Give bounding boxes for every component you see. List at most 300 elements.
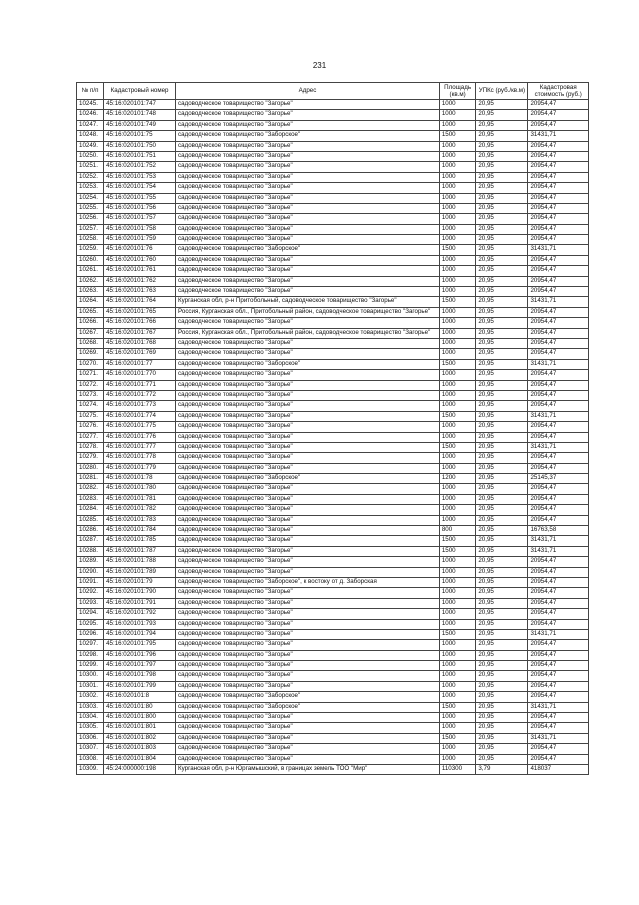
table-row (77, 577, 589, 587)
cell-area: 1000 (439, 723, 475, 733)
cell-row-number: 10264. (77, 297, 104, 307)
cell-address: садоводческое товарищество "Загорье" (176, 110, 440, 120)
cell-cadastral-number: 45:16:020101:774 (104, 411, 176, 421)
cell-address: садоводческое товарищество "Загорье" (176, 255, 440, 265)
table-row (77, 744, 589, 754)
cell-cadastral-value: 20954,47 (528, 484, 589, 494)
cell-cadastral-value: 20954,47 (528, 276, 589, 286)
cell-area: 1000 (439, 141, 475, 151)
cell-cadastral-number: 45:16:020101:789 (104, 567, 176, 577)
cell-area: 1500 (439, 546, 475, 556)
cell-upks: 20,95 (476, 110, 528, 120)
cell-address: садоводческое товарищество "Загорье" (176, 162, 440, 172)
header-upks: УПКс (руб./кв.м) (476, 83, 528, 100)
cell-area: 1000 (439, 577, 475, 587)
cell-cadastral-value: 20954,47 (528, 401, 589, 411)
cell-cadastral-number: 45:16:020101:772 (104, 390, 176, 400)
cell-cadastral-number: 45:16:020101:778 (104, 453, 176, 463)
cell-address: садоводческое товарищество "Загорье" (176, 598, 440, 608)
cell-area: 1500 (439, 359, 475, 369)
header-row-number: № п/п (77, 83, 104, 100)
header-cadastral-value: Кадастровая стоимость (руб.) (528, 83, 589, 100)
cell-address: садоводческое товарищество "Загорье" (176, 100, 440, 110)
cell-cadastral-value: 20954,47 (528, 505, 589, 515)
cell-cadastral-number: 45:16:020101:76 (104, 245, 176, 255)
table-row (77, 494, 589, 504)
cell-address: садоводческое товарищество "Загорье" (176, 567, 440, 577)
cell-area: 1500 (439, 411, 475, 421)
cell-row-number: 10282. (77, 484, 104, 494)
cell-cadastral-number: 45:16:020101:757 (104, 214, 176, 224)
cell-row-number: 10287. (77, 536, 104, 546)
table-row (77, 609, 589, 619)
cell-cadastral-number: 45:16:020101:785 (104, 536, 176, 546)
cell-upks: 20,95 (476, 588, 528, 598)
cell-area: 1000 (439, 380, 475, 390)
cell-row-number: 10269. (77, 349, 104, 359)
cell-address: садоводческое товарищество "Загорье" (176, 151, 440, 161)
cell-row-number: 10298. (77, 650, 104, 660)
cell-area: 1000 (439, 370, 475, 380)
cell-address: садоводческое товарищество "Загорье" (176, 287, 440, 297)
cell-upks: 20,95 (476, 463, 528, 473)
cell-area: 1000 (439, 432, 475, 442)
cell-area: 1000 (439, 214, 475, 224)
table-row (77, 162, 589, 172)
cell-upks: 20,95 (476, 120, 528, 130)
cell-area: 1000 (439, 505, 475, 515)
cell-area: 1000 (439, 588, 475, 598)
cell-upks: 20,95 (476, 671, 528, 681)
table-row (77, 432, 589, 442)
cell-area: 1000 (439, 713, 475, 723)
cell-cadastral-number: 45:16:020101:781 (104, 494, 176, 504)
cell-row-number: 10273. (77, 390, 104, 400)
table-row (77, 370, 589, 380)
cell-upks: 3,79 (476, 765, 528, 775)
cell-area: 1200 (439, 474, 475, 484)
cell-address: садоводческое товарищество "Загорье" (176, 390, 440, 400)
cell-cadastral-number: 45:16:020101:793 (104, 619, 176, 629)
cell-upks: 20,95 (476, 733, 528, 743)
cell-cadastral-value: 20954,47 (528, 193, 589, 203)
cell-upks: 20,95 (476, 203, 528, 213)
cell-cadastral-value: 20954,47 (528, 567, 589, 577)
cell-cadastral-number: 45:16:020101:749 (104, 120, 176, 130)
table-row (77, 401, 589, 411)
table-row (77, 463, 589, 473)
cell-upks: 20,95 (476, 172, 528, 182)
cell-upks: 20,95 (476, 681, 528, 691)
cell-row-number: 10262. (77, 276, 104, 286)
table-row (77, 515, 589, 525)
cell-cadastral-number: 45:16:020101:783 (104, 515, 176, 525)
cell-cadastral-number: 45:16:020101:779 (104, 463, 176, 473)
cell-upks: 20,95 (476, 629, 528, 639)
cell-row-number: 10259. (77, 245, 104, 255)
cell-cadastral-value: 20954,47 (528, 287, 589, 297)
cell-row-number: 10265. (77, 307, 104, 317)
cell-upks: 20,95 (476, 255, 528, 265)
table-row (77, 110, 589, 120)
table-row (77, 546, 589, 556)
cell-cadastral-value: 20954,47 (528, 235, 589, 245)
cell-address: садоводческое товарищество "Загорье" (176, 640, 440, 650)
cell-area: 1000 (439, 609, 475, 619)
cell-area: 1000 (439, 318, 475, 328)
cell-row-number: 10290. (77, 567, 104, 577)
cell-address: садоводческое товарищество "Загорье" (176, 422, 440, 432)
cell-cadastral-number: 45:16:020101:777 (104, 442, 176, 452)
cell-cadastral-value: 20954,47 (528, 390, 589, 400)
table-row (77, 359, 589, 369)
cell-address: садоводческое товарищество "Загорье" (176, 588, 440, 598)
table-row (77, 681, 589, 691)
table-row (77, 411, 589, 421)
cell-row-number: 10271. (77, 370, 104, 380)
cell-upks: 20,95 (476, 235, 528, 245)
cell-cadastral-value: 31431,71 (528, 245, 589, 255)
table-row (77, 214, 589, 224)
cell-cadastral-number: 45:16:020101:753 (104, 172, 176, 182)
cell-row-number: 10306. (77, 733, 104, 743)
cell-area: 1000 (439, 120, 475, 130)
cell-cadastral-value: 20954,47 (528, 266, 589, 276)
cell-area: 1000 (439, 255, 475, 265)
cell-cadastral-value: 20954,47 (528, 120, 589, 130)
cell-upks: 20,95 (476, 131, 528, 141)
cell-cadastral-value: 20954,47 (528, 370, 589, 380)
cell-address: садоводческое товарищество "Загорье" (176, 733, 440, 743)
cell-area: 1000 (439, 266, 475, 276)
table-row (77, 713, 589, 723)
cell-cadastral-value: 31431,71 (528, 131, 589, 141)
cell-area: 1000 (439, 650, 475, 660)
table-row (77, 588, 589, 598)
table-row (77, 255, 589, 265)
cell-cadastral-value: 20954,47 (528, 214, 589, 224)
cell-cadastral-value: 20954,47 (528, 318, 589, 328)
cell-upks: 20,95 (476, 567, 528, 577)
cell-area: 1000 (439, 515, 475, 525)
cell-upks: 20,95 (476, 474, 528, 484)
cell-address: садоводческое товарищество "Загорье" (176, 432, 440, 442)
table-row (77, 661, 589, 671)
cell-upks: 20,95 (476, 141, 528, 151)
cell-row-number: 10299. (77, 661, 104, 671)
cell-cadastral-value: 418037 (528, 765, 589, 775)
cell-upks: 20,95 (476, 442, 528, 452)
cell-cadastral-number: 45:16:020101:748 (104, 110, 176, 120)
cell-cadastral-value: 31431,71 (528, 702, 589, 712)
cell-row-number: 10297. (77, 640, 104, 650)
table-row (77, 453, 589, 463)
cell-cadastral-value: 31431,71 (528, 297, 589, 307)
cell-cadastral-number: 45:16:020101:792 (104, 609, 176, 619)
cell-cadastral-number: 45:16:020101:790 (104, 588, 176, 598)
cell-cadastral-value: 20954,47 (528, 515, 589, 525)
cell-upks: 20,95 (476, 245, 528, 255)
table-body (77, 100, 589, 775)
cell-cadastral-value: 20954,47 (528, 588, 589, 598)
cell-address: садоводческое товарищество "Загорье" (176, 401, 440, 411)
page-number: 231 (312, 61, 327, 70)
cell-cadastral-number: 45:16:020101:765 (104, 307, 176, 317)
cell-address: садоводческое товарищество "Загорье" (176, 546, 440, 556)
cell-row-number: 10276. (77, 422, 104, 432)
cell-cadastral-number: 45:16:020101:756 (104, 203, 176, 213)
cell-cadastral-value: 20954,47 (528, 619, 589, 629)
cell-cadastral-value: 20954,47 (528, 141, 589, 151)
cell-cadastral-value: 20954,47 (528, 172, 589, 182)
cell-upks: 20,95 (476, 183, 528, 193)
cell-row-number: 10300. (77, 671, 104, 681)
cell-cadastral-value: 20954,47 (528, 713, 589, 723)
cell-upks: 20,95 (476, 577, 528, 587)
cell-area: 1000 (439, 484, 475, 494)
cell-area: 1000 (439, 287, 475, 297)
cell-upks: 20,95 (476, 266, 528, 276)
cell-address: садоводческое товарищество "Загорье" (176, 713, 440, 723)
cell-upks: 20,95 (476, 349, 528, 359)
cell-upks: 20,95 (476, 661, 528, 671)
cell-upks: 20,95 (476, 307, 528, 317)
cell-upks: 20,95 (476, 390, 528, 400)
table-row (77, 505, 589, 515)
cell-upks: 20,95 (476, 297, 528, 307)
cell-cadastral-number: 45:16:020101:799 (104, 681, 176, 691)
cell-address: садоводческое товарищество "Заборское" (176, 474, 440, 484)
cell-address: садоводческое товарищество "Загорье" (176, 494, 440, 504)
cell-address: садоводческое товарищество "Загорье" (176, 515, 440, 525)
cell-cadastral-value: 20954,47 (528, 723, 589, 733)
cell-area: 1000 (439, 640, 475, 650)
cell-upks: 20,95 (476, 380, 528, 390)
cell-cadastral-value: 31431,71 (528, 733, 589, 743)
cell-address: Курганская обл, р-н Юргамышский, в границах земель ТОО "Мир" (176, 765, 440, 775)
table-row (77, 567, 589, 577)
cell-cadastral-value: 20954,47 (528, 557, 589, 567)
table-row (77, 276, 589, 286)
table-row (77, 442, 589, 452)
cell-row-number: 10291. (77, 577, 104, 587)
cell-row-number: 10266. (77, 318, 104, 328)
cell-cadastral-value: 20954,47 (528, 744, 589, 754)
cell-upks: 20,95 (476, 515, 528, 525)
cell-cadastral-value: 20954,47 (528, 328, 589, 338)
cell-cadastral-value: 20954,47 (528, 224, 589, 234)
cell-address: садоводческое товарищество "Загорье" (176, 526, 440, 536)
cell-address: садоводческое товарищество "Загорье" (176, 235, 440, 245)
cell-address: Россия, Курганская обл., Притобольный район, садоводческое товарищество "Загорье" (176, 307, 440, 317)
cell-area: 1000 (439, 172, 475, 182)
cell-address: садоводческое товарищество "Загорье" (176, 505, 440, 515)
cell-address: садоводческое товарищество "Загорье" (176, 193, 440, 203)
cell-area: 1000 (439, 224, 475, 234)
table-row (77, 141, 589, 151)
cell-cadastral-value: 20954,47 (528, 203, 589, 213)
cell-cadastral-number: 45:16:020101:801 (104, 723, 176, 733)
cell-row-number: 10257. (77, 224, 104, 234)
table-row (77, 692, 589, 702)
cell-upks: 20,95 (476, 411, 528, 421)
cell-area: 1000 (439, 692, 475, 702)
table-row (77, 183, 589, 193)
cell-row-number: 10281. (77, 474, 104, 484)
table-row (77, 650, 589, 660)
cell-row-number: 10295. (77, 619, 104, 629)
cell-cadastral-value: 20954,47 (528, 100, 589, 110)
cell-address: садоводческое товарищество "Загорье" (176, 723, 440, 733)
table-row (77, 671, 589, 681)
header-address: Адрес (176, 83, 440, 100)
table-row (77, 235, 589, 245)
cell-cadastral-number: 45:16:020101:764 (104, 297, 176, 307)
cell-cadastral-value: 20954,47 (528, 453, 589, 463)
cell-cadastral-value: 25145,37 (528, 474, 589, 484)
table-row (77, 723, 589, 733)
cell-cadastral-number: 45:16:020101:761 (104, 266, 176, 276)
cell-cadastral-number: 45:16:020101:769 (104, 349, 176, 359)
cell-cadastral-number: 45:16:020101:775 (104, 422, 176, 432)
cell-cadastral-number: 45:16:020101:788 (104, 557, 176, 567)
cell-cadastral-value: 20954,47 (528, 349, 589, 359)
cell-upks: 20,95 (476, 505, 528, 515)
cell-row-number: 10263. (77, 287, 104, 297)
cell-cadastral-number: 45:16:020101:794 (104, 629, 176, 639)
cell-address: садоводческое товарищество "Загорье" (176, 141, 440, 151)
cell-address: садоводческое товарищество "Загорье" (176, 536, 440, 546)
cell-cadastral-number: 45:16:020101:758 (104, 224, 176, 234)
cell-address: садоводческое товарищество "Загорье" (176, 650, 440, 660)
cell-upks: 20,95 (476, 422, 528, 432)
cell-row-number: 10275. (77, 411, 104, 421)
cell-row-number: 10254. (77, 193, 104, 203)
cell-address: садоводческое товарищество "Загорье" (176, 224, 440, 234)
cell-area: 1500 (439, 245, 475, 255)
table-row (77, 484, 589, 494)
cell-area: 1000 (439, 162, 475, 172)
cell-area: 1500 (439, 536, 475, 546)
table-row (77, 328, 589, 338)
cell-upks: 20,95 (476, 692, 528, 702)
table-row (77, 266, 589, 276)
cadastral-value-table (76, 82, 589, 775)
cell-cadastral-number: 45:16:020101:782 (104, 505, 176, 515)
cell-cadastral-value: 20954,47 (528, 380, 589, 390)
cell-area: 1000 (439, 567, 475, 577)
cell-address: садоводческое товарищество "Загорье" (176, 661, 440, 671)
cell-cadastral-number: 45:16:020101:752 (104, 162, 176, 172)
cell-cadastral-value: 20954,47 (528, 640, 589, 650)
cell-upks: 20,95 (476, 702, 528, 712)
table-row (77, 338, 589, 348)
cell-area: 1000 (439, 422, 475, 432)
cell-upks: 20,95 (476, 432, 528, 442)
cell-upks: 20,95 (476, 494, 528, 504)
cell-row-number: 10278. (77, 442, 104, 452)
cell-cadastral-number: 45:16:020101:766 (104, 318, 176, 328)
cell-upks: 20,95 (476, 214, 528, 224)
table-row (77, 733, 589, 743)
cell-cadastral-value: 20954,47 (528, 671, 589, 681)
cell-upks: 20,95 (476, 713, 528, 723)
cell-cadastral-value: 31431,71 (528, 359, 589, 369)
cell-upks: 20,95 (476, 723, 528, 733)
cell-row-number: 10258. (77, 235, 104, 245)
cell-cadastral-value: 20954,47 (528, 110, 589, 120)
cell-row-number: 10261. (77, 266, 104, 276)
cell-cadastral-value: 20954,47 (528, 609, 589, 619)
cell-cadastral-number: 45:16:020101:8 (104, 692, 176, 702)
cell-area: 1000 (439, 151, 475, 161)
cell-cadastral-value: 31431,71 (528, 546, 589, 556)
cell-row-number: 10272. (77, 380, 104, 390)
cell-area: 1000 (439, 235, 475, 245)
table-row (77, 193, 589, 203)
cell-address: садоводческое товарищество "Загорье" (176, 671, 440, 681)
cell-address: садоводческое товарищество "Загорье" (176, 453, 440, 463)
cell-area: 1000 (439, 557, 475, 567)
cell-area: 1000 (439, 401, 475, 411)
header-cadastral-number: Кадастровый номер (104, 83, 176, 100)
cell-cadastral-value: 20954,47 (528, 432, 589, 442)
cell-upks: 20,95 (476, 619, 528, 629)
cell-cadastral-number: 45:16:020101:75 (104, 131, 176, 141)
cell-address: садоводческое товарищество "Загорье" (176, 619, 440, 629)
cell-area: 110300 (439, 765, 475, 775)
cell-area: 1000 (439, 494, 475, 504)
cell-cadastral-number: 45:16:020101:767 (104, 328, 176, 338)
cell-address: садоводческое товарищество "Заборское", к востоку от д. Заборская (176, 577, 440, 587)
table-row (77, 203, 589, 213)
cell-cadastral-number: 45:16:020101:800 (104, 713, 176, 723)
table-row (77, 422, 589, 432)
cell-area: 1000 (439, 619, 475, 629)
table-row (77, 702, 589, 712)
cell-address: садоводческое товарищество "Заборское" (176, 131, 440, 141)
cell-row-number: 10274. (77, 401, 104, 411)
cell-address: садоводческое товарищество "Загорье" (176, 609, 440, 619)
cell-area: 1000 (439, 349, 475, 359)
cell-cadastral-value: 20954,47 (528, 650, 589, 660)
cell-address: садоводческое товарищество "Загорье" (176, 338, 440, 348)
cell-area: 1000 (439, 307, 475, 317)
cell-row-number: 10280. (77, 463, 104, 473)
cell-row-number: 10267. (77, 328, 104, 338)
cell-upks: 20,95 (476, 328, 528, 338)
cell-row-number: 10302. (77, 692, 104, 702)
cell-cadastral-number: 45:16:020101:760 (104, 255, 176, 265)
cell-address: садоводческое товарищество "Загорье" (176, 754, 440, 764)
cell-row-number: 10307. (77, 744, 104, 754)
cell-address: садоводческое товарищество "Загорье" (176, 557, 440, 567)
cell-address: садоводческое товарищество "Загорье" (176, 411, 440, 421)
cell-area: 1000 (439, 453, 475, 463)
cell-address: садоводческое товарищество "Загорье" (176, 484, 440, 494)
cell-cadastral-number: 45:16:020101:796 (104, 650, 176, 660)
cell-address: садоводческое товарищество "Загорье" (176, 744, 440, 754)
cell-row-number: 10252. (77, 172, 104, 182)
cell-row-number: 10288. (77, 546, 104, 556)
cell-row-number: 10292. (77, 588, 104, 598)
cell-upks: 20,95 (476, 744, 528, 754)
cell-address: Курганская обл, р-н Притобольный, садоводческое товарищество "Загорье" (176, 297, 440, 307)
table-row (77, 224, 589, 234)
cell-area: 1000 (439, 754, 475, 764)
cell-upks: 20,95 (476, 557, 528, 567)
cell-cadastral-value: 20954,47 (528, 183, 589, 193)
